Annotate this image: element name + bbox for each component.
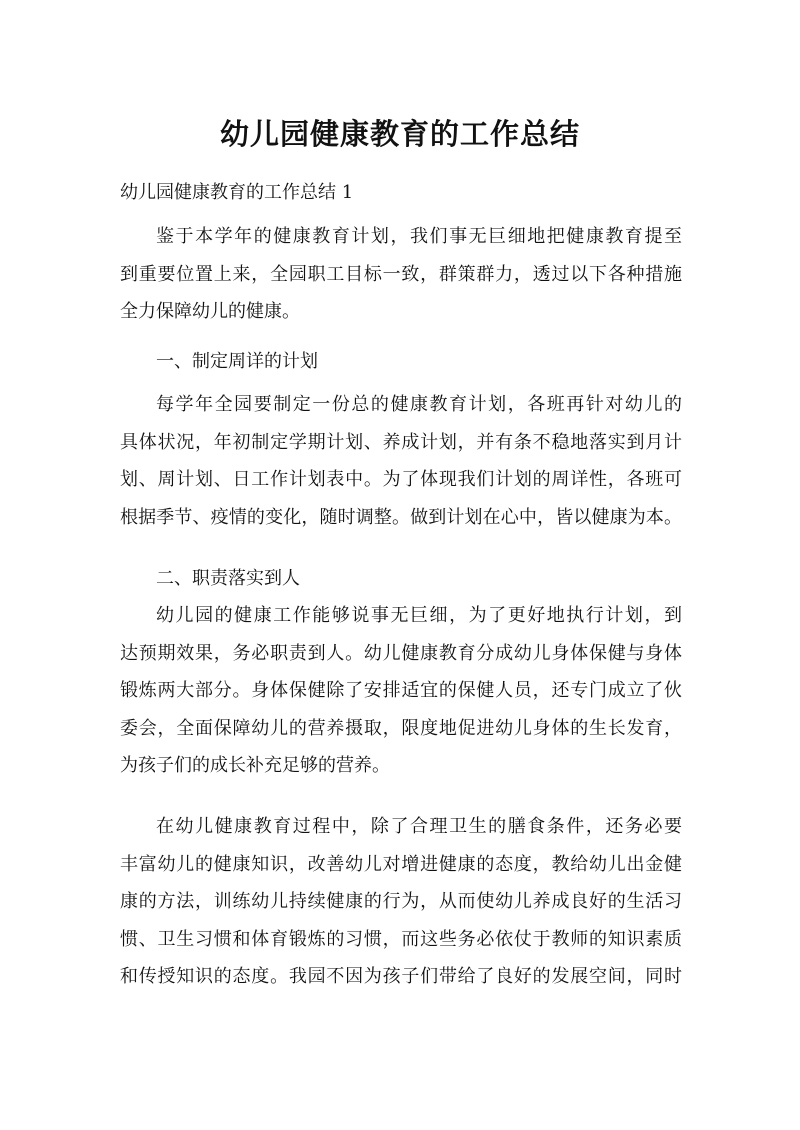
section-heading-text: 二、职责落实到人	[156, 568, 300, 589]
paragraph-intro	[120, 218, 682, 331]
paragraph-line: 为孩子们的成长补充足够的营养。	[120, 755, 390, 777]
paragraph-line: 全力保障幼儿的健康。	[120, 301, 300, 323]
paragraph-line: 幼儿园的健康工作能够说事无巨细，为了更好地执行计划，到	[156, 605, 682, 626]
section-heading-duty	[120, 560, 682, 598]
paragraph-line: 委会，全面保障幼儿的营养摄取，限度地促进幼儿身体的生长发育，	[120, 717, 682, 739]
paragraph-line: 每学年全园要制定一份总的健康教育计划，各班再针对幼儿的	[156, 394, 682, 415]
section-heading-plan	[120, 343, 682, 381]
document-title: 幼儿园健康教育的工作总结	[219, 117, 580, 151]
paragraph-line: 丰富幼儿的健康知识，改善幼儿对增进健康的态度，教给幼儿出金健	[120, 853, 682, 875]
paragraph-line: 锻炼两大部分。身体保健除了安排适宜的保健人员，还专门成立了伙	[120, 680, 682, 702]
paragraph-duty	[120, 597, 682, 785]
paragraph-line: 达预期效果，务必职责到人。幼儿健康教育分成幼儿身体保健与身体	[120, 642, 682, 664]
paragraph-line: 鉴于本学年的健康教育计划，我们事无巨细地把健康教育提至	[156, 226, 682, 247]
paragraph-line: 到重要位置上来，全园职工目标一致，群策群力，透过以下各种措施	[120, 263, 682, 285]
paragraph-line: 具体状况，年初制定学期计划、养成计划，并有条不稳地落实到月计	[120, 431, 682, 453]
paragraph-line: 划、周计划、日工作计划表中。为了体现我们计划的周详性，各班可	[120, 469, 682, 491]
paragraph-line: 惯、卫生习惯和体育锻炼的习惯，而这些务必依仗于教师的知识素质	[120, 928, 682, 950]
paragraph-line: 根据季节、疫情的变化，随时调整。做到计划在心中，皆以健康为本。	[120, 506, 682, 528]
paragraph-knowledge	[120, 808, 682, 996]
paragraph-line: 在幼儿健康教育过程中，除了合理卫生的膳食条件，还务必要	[156, 816, 682, 837]
document-subtitle: 幼儿园健康教育的工作总结 1	[120, 182, 354, 203]
paragraph-line: 和传授知识的态度。我园不因为孩子们带给了良好的发展空间，同时	[120, 966, 682, 988]
paragraph-plan	[120, 386, 682, 536]
section-heading-text: 一、制定周详的计划	[156, 351, 318, 372]
paragraph-line: 康的方法，训练幼儿持续健康的行为，从而使幼儿养成良好的生活习	[120, 891, 682, 913]
